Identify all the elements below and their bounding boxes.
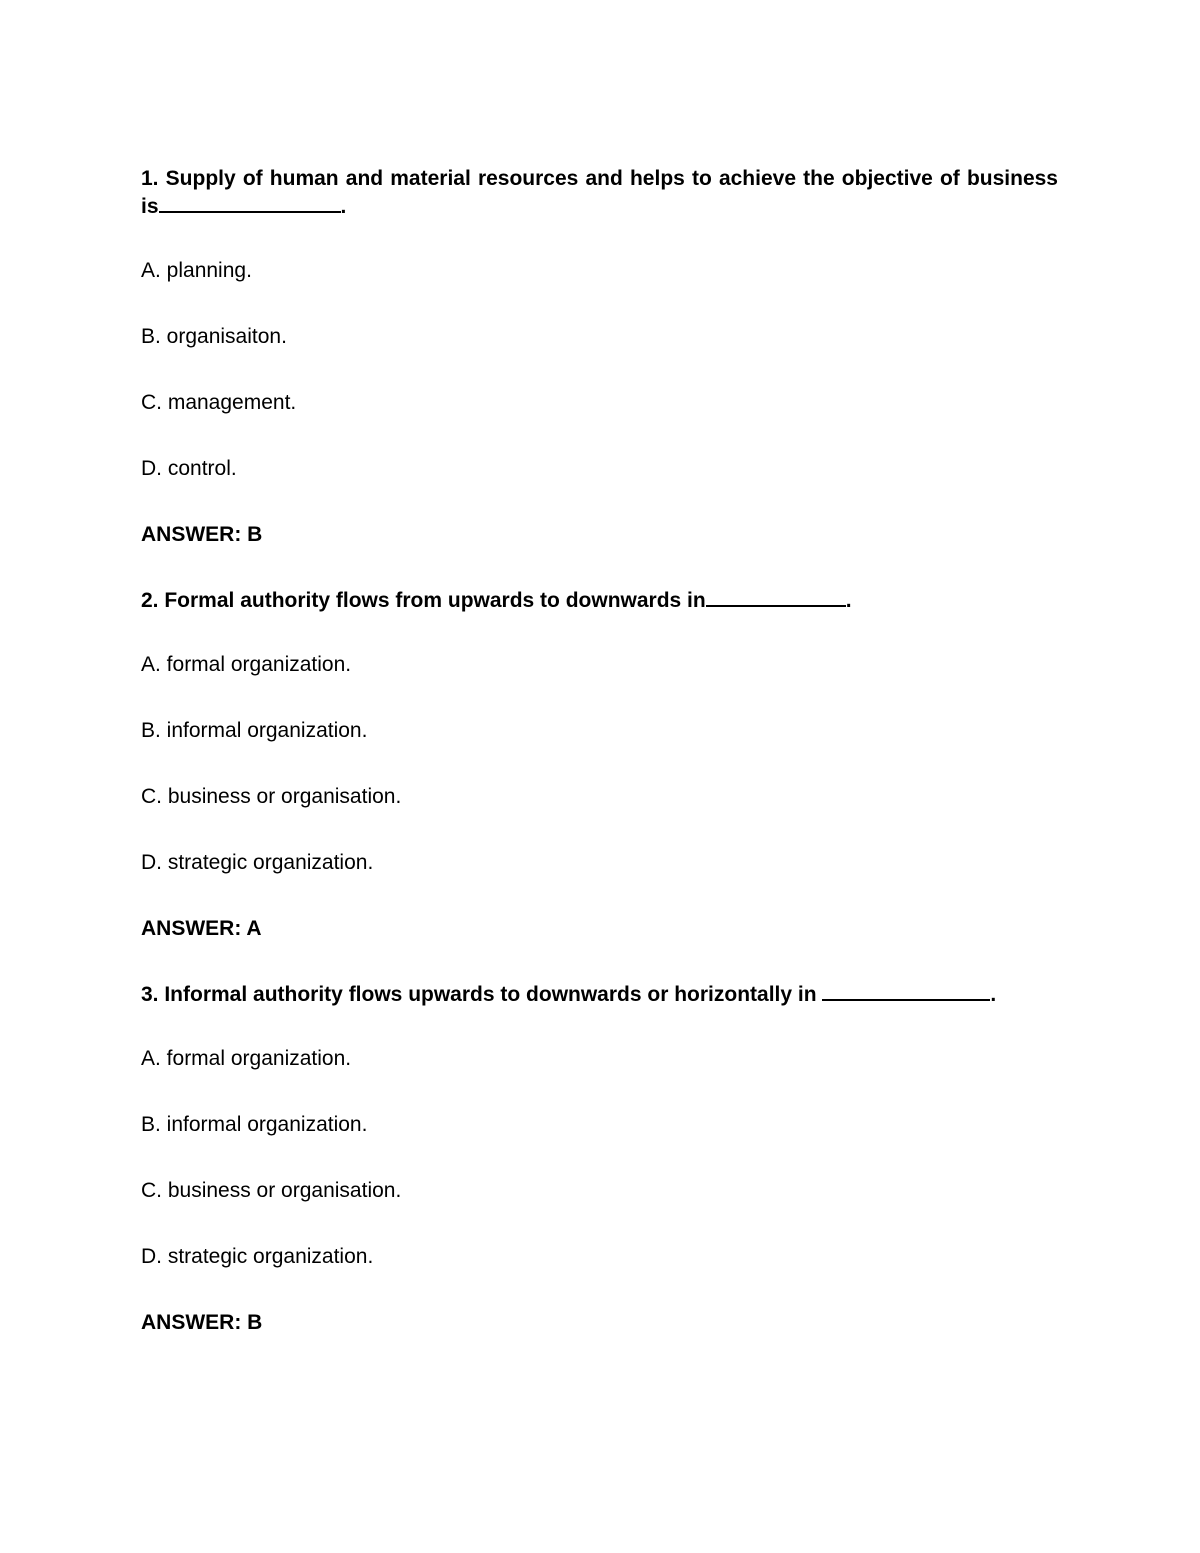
question-3-stem-text: 3. Informal authority flows upwards to downwards or horizontally in [141, 983, 817, 1006]
question-3-option-c: C. business or organisation. [141, 1179, 402, 1202]
question-1-option-a: A. planning. [141, 259, 252, 282]
answer-blank [822, 981, 990, 1001]
question-1-stem-text: 1. Supply of human and material resources and helps to achieve the objective of business is [141, 167, 1058, 218]
question-1-stem-end: . [340, 195, 347, 218]
answer-blank [706, 587, 846, 607]
question-2-option-d: D. strategic organization. [141, 851, 374, 874]
question-2 [141, 587, 1058, 943]
question-3-stem-end: . [990, 983, 997, 1006]
question-2-option-c: C. business or organisation. [141, 785, 402, 808]
question-2-option-b: B. informal organization. [141, 719, 368, 742]
question-1-option-d: D. control. [141, 457, 237, 480]
question-3-option-a: A. formal organization. [141, 1047, 352, 1070]
question-1-option-b: B. organisaiton. [141, 325, 287, 348]
question-2-option-a: A. formal organization. [141, 653, 352, 676]
question-1-answer: ANSWER: B [141, 523, 263, 546]
question-3-answer: ANSWER: B [141, 1311, 263, 1334]
question-2-stem [141, 587, 1058, 615]
question-1-stem [141, 165, 1058, 221]
question-2-stem-text: 2. Formal authority flows from upwards to downwards in [141, 589, 706, 612]
question-2-answer: ANSWER: A [141, 917, 262, 940]
question-3-stem [141, 981, 1058, 1009]
question-1-option-c: C. management. [141, 391, 297, 414]
document-content [141, 165, 1058, 1375]
question-2-stem-end: . [845, 589, 852, 612]
answer-blank [159, 193, 341, 213]
question-3-option-d: D. strategic organization. [141, 1245, 374, 1268]
question-3-option-b: B. informal organization. [141, 1113, 368, 1136]
question-1 [141, 165, 1058, 549]
question-3 [141, 981, 1058, 1337]
